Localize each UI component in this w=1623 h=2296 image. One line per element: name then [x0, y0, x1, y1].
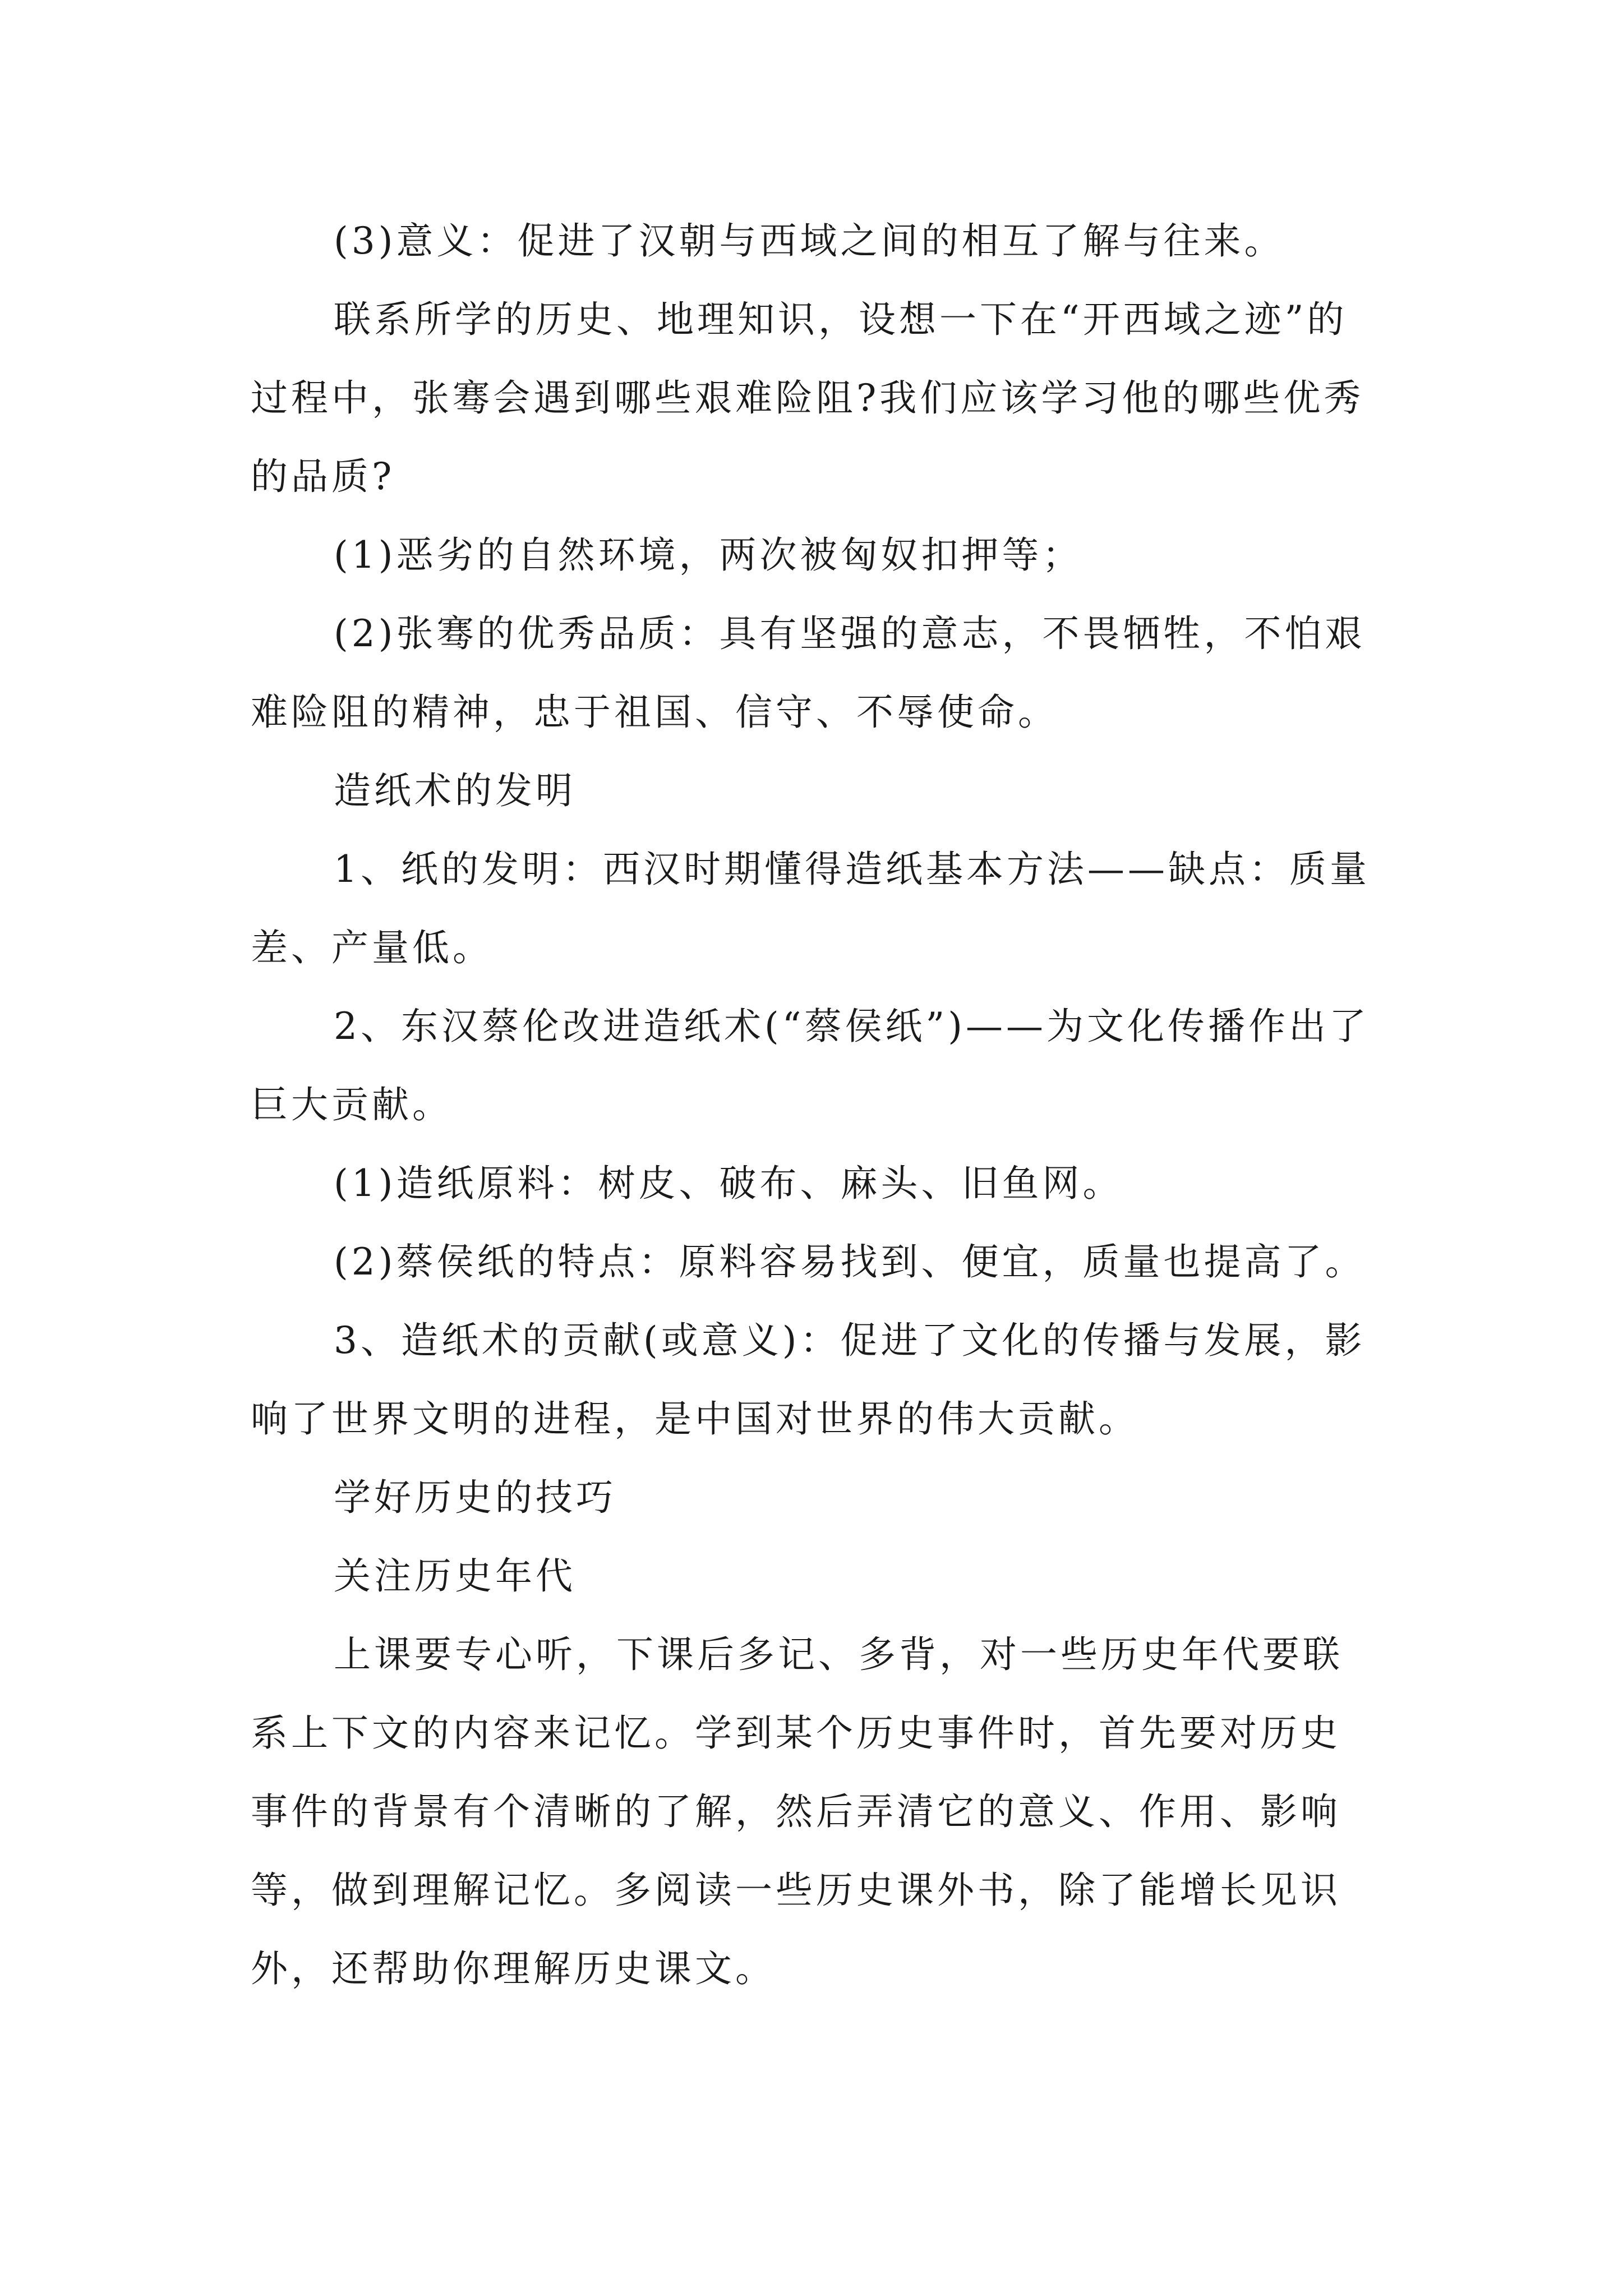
- paragraph-hardships: (1)恶劣的自然环境，两次被匈奴扣押等；: [334, 533, 1083, 577]
- section-heading-papermaking: 造纸术的发明: [334, 769, 576, 812]
- paragraph-features: (2)蔡侯纸的特点：原料容易找到、便宜，质量也提高了。: [334, 1240, 1366, 1283]
- paragraph-contribution: 3、造纸术的贡献(或意义)：促进了文化的传播与发展，影响了世界文明的进程，是中国对世界的伟大贡献。: [251, 1319, 1366, 1441]
- paragraph-study-advice: 上课要专心听，下课后多记、多背，对一些历史年代要联系上下文的内容来记忆。学到某个历史事件时，首先要对历史事件的背景有个清晰的了解，然后弄清它的意义、作用、影响等，做到理解记忆。多阅读一些历史课外书，除了能增长见识外，还帮助你理解历史课文。: [251, 1633, 1343, 1990]
- subheading-history-dates: 关注历史年代: [334, 1554, 576, 1598]
- paragraph-question: 联系所学的历史、地理知识，设想一下在“开西域之迹”的过程中，张骞会遇到哪些艰难险阻?我们应该学习他的哪些优秀的品质?: [251, 298, 1364, 498]
- paragraph-paper-invention: 1、纸的发明：西汉时期懂得造纸基本方法——缺点：质量差、产量低。: [251, 848, 1370, 969]
- paragraph-materials: (1)造纸原料：树皮、破布、麻头、旧鱼网。: [334, 1162, 1123, 1205]
- paragraph-qualities: (2)张骞的优秀品质：具有坚强的意志，不畏牺牲，不怕艰难险阻的精神，忠于祖国、信守、不辱使命。: [251, 612, 1366, 734]
- paragraph-cai-lun: 2、东汉蔡伦改进造纸术(“蔡侯纸”)——为文化传播作出了巨大贡献。: [251, 1005, 1370, 1126]
- section-heading-study-tips: 学好历史的技巧: [334, 1476, 616, 1519]
- paragraph-significance: (3)意义：促进了汉朝与西域之间的相互了解与往来。: [334, 219, 1285, 263]
- document-body: [251, 202, 1378, 2008]
